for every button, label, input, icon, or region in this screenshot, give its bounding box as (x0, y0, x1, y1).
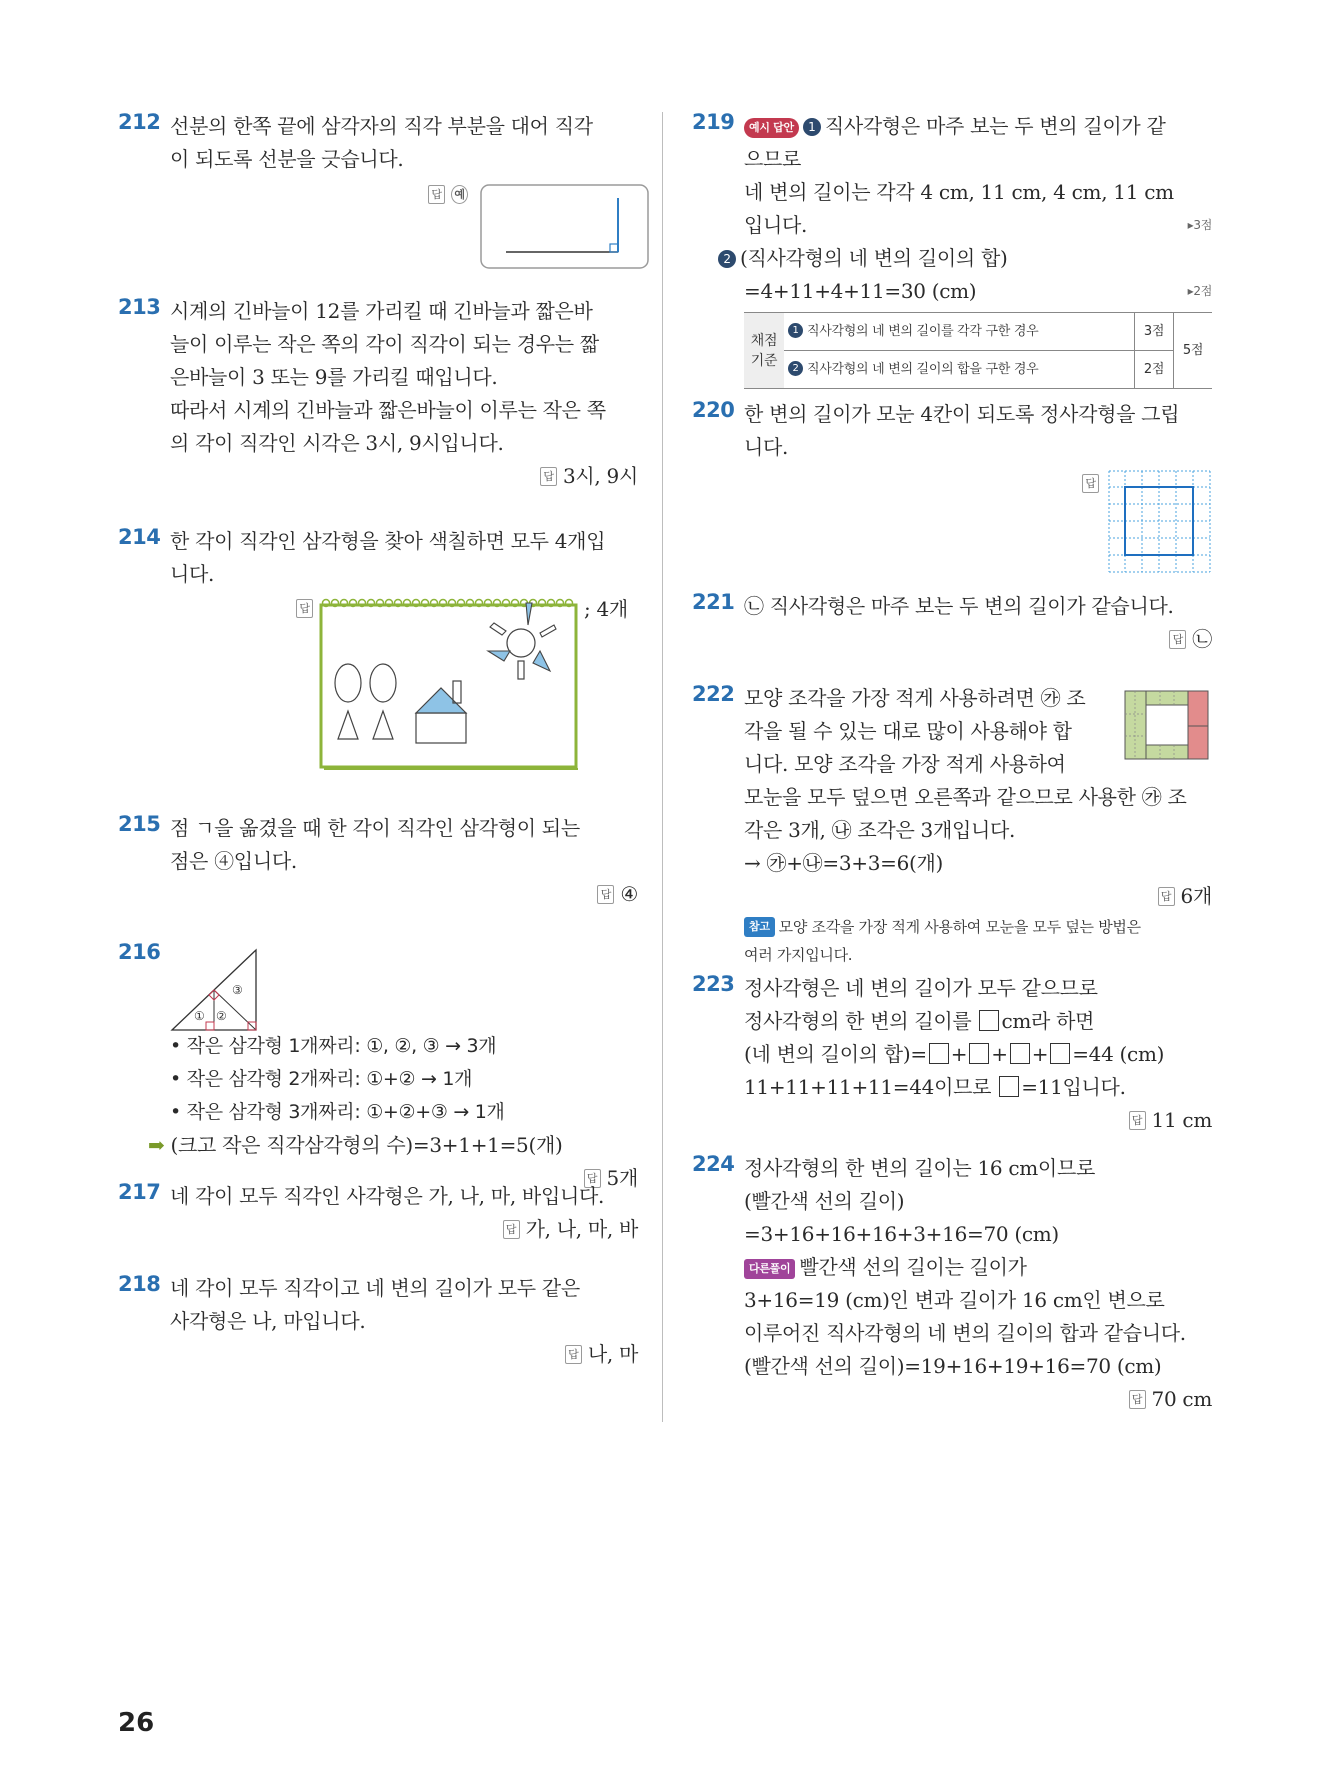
line: ㉡ 직사각형은 마주 보는 두 변의 길이가 같습니다. (744, 594, 1174, 618)
line: 모양 조각을 가장 적게 사용하려면 ㉮ 조 (744, 686, 1086, 710)
answer-badge: 답 (1129, 1111, 1146, 1130)
grading-points-1: 3점 (1135, 313, 1174, 351)
answer-row (744, 880, 1212, 913)
answer-badge: 답 (1082, 474, 1099, 493)
step-2-icon: 2 (718, 250, 736, 268)
answer-badge: 답 (503, 1220, 520, 1239)
answer: 11 cm (1151, 1108, 1212, 1132)
line: 으므로 (744, 147, 802, 171)
answer: 가, 나, 마, 바 (525, 1217, 638, 1241)
problem-number: 217 (118, 1180, 161, 1204)
problem-220 (692, 398, 1212, 574)
problem-214 (118, 525, 638, 771)
answer: ; 4개 (584, 597, 628, 621)
triangle-figure (170, 940, 638, 1030)
line-text: 입니다. (744, 213, 808, 237)
line: =3+16+16+16+3+16=70 (cm) (744, 1222, 1059, 1246)
line: (네 변의 길이의 합)= + + + =44 (cm) (744, 1042, 1165, 1066)
answer-row (744, 623, 1212, 656)
step-1-icon: 1 (803, 118, 821, 136)
line: 점은 ④입니다. (170, 849, 297, 873)
line: 니다. (744, 435, 789, 459)
line: 점 ㄱ을 옮겼을 때 한 각이 직각인 삼각형이 되는 (170, 816, 580, 840)
grading-row-1: 1 직사각형의 네 변의 길이를 각각 구한 경우 (784, 313, 1135, 351)
blank-box (1010, 1043, 1030, 1064)
line: 니다. (170, 562, 215, 586)
problem-221 (692, 590, 1212, 656)
grading-row-2: 2 직사각형의 네 변의 길이의 합을 구한 경우 (784, 351, 1135, 389)
answer-badge: 답 (540, 467, 557, 486)
line: 네 각이 모두 직각인 사각형은 가, 나, 마, 바입니다. (170, 1184, 605, 1208)
blank-box (969, 1043, 989, 1064)
answer: 70 cm (1151, 1387, 1212, 1411)
tiling-drawing (1124, 690, 1210, 762)
problem-number: 222 (692, 682, 735, 706)
line: 11+11+11+11=44이므로 =11입니다. (744, 1075, 1126, 1099)
alternative-solution-tag: 다른풀이 (744, 1259, 795, 1279)
answer: 나, 마 (587, 1342, 638, 1366)
answer-badge: 답 (1169, 630, 1186, 649)
line: → ㉮+㉯=3+3=6(개) (744, 851, 944, 875)
problem-213 (118, 295, 638, 493)
line: 정사각형의 한 변의 길이는 16 cm이므로 (744, 1156, 1095, 1180)
line: 따라서 시계의 긴바늘과 짧은바늘이 이루는 작은 쪽 (170, 398, 606, 422)
line-text: (직사각형의 네 변의 길이의 합) (740, 246, 1008, 270)
problem-216 (118, 940, 638, 1195)
problem-number: 215 (118, 812, 161, 836)
column-divider (662, 112, 663, 1422)
problem-number: 214 (118, 525, 161, 549)
answer-badge: 답 (428, 185, 445, 204)
answer-badge: 답 (565, 1345, 582, 1364)
tri-label-1: ① (194, 1009, 205, 1023)
line: 3+16=19 (cm)인 변과 길이가 16 cm인 변으로 (744, 1288, 1165, 1312)
problem-number: 224 (692, 1152, 735, 1176)
problem-215 (118, 812, 638, 911)
line: 각은 3개, ㉯ 조각은 3개입니다. (744, 818, 1016, 842)
answer-badge: 답 (296, 599, 313, 618)
line: • 작은 삼각형 3개짜리: ①+②+③ → 1개 (170, 1101, 505, 1123)
answer-row (170, 878, 638, 911)
problem-number: 213 (118, 295, 161, 319)
reference-tag: 참고 (744, 917, 775, 937)
grading-header: 채점 기준 (744, 313, 784, 389)
answer-badge: 답 (1129, 1390, 1146, 1409)
tri-label-2: ② (216, 1009, 227, 1023)
line: 네 각이 모두 직각이고 네 변의 길이가 모두 같은 (170, 1276, 580, 1300)
line-text: 직사각형은 마주 보는 두 변의 길이가 같 (824, 114, 1166, 138)
answer-row (170, 176, 638, 266)
line: • 작은 삼각형 1개짜리: ①, ②, ③ → 3개 (170, 1035, 497, 1057)
grid-square-drawing (1108, 470, 1212, 574)
answer-badge: 답 (584, 1169, 601, 1188)
problem-number: 219 (692, 110, 735, 134)
answer: 3시, 9시 (562, 464, 638, 488)
note-text: 모양 조각을 가장 적게 사용하여 모눈을 모두 덮는 방법은 (778, 918, 1141, 936)
blank-box (999, 1076, 1019, 1097)
blank-box (979, 1010, 999, 1031)
grading-points-2: 2점 (1135, 351, 1174, 389)
problem-number: 221 (692, 590, 735, 614)
example-badge: 예 (451, 185, 468, 204)
line: 각을 될 수 있는 대로 많이 사용해야 합 (744, 719, 1072, 743)
answer-row (170, 1213, 638, 1246)
blank-box (1050, 1043, 1070, 1064)
line: 모눈을 모두 덮으면 오른쪽과 같으므로 사용한 ㉮ 조 (744, 785, 1187, 809)
answer-row (170, 460, 638, 493)
answer-row (170, 591, 638, 771)
answer-badge: 답 (1158, 887, 1175, 906)
line (718, 242, 1212, 275)
line: • 작은 삼각형 2개짜리: ①+② → 1개 (170, 1068, 473, 1090)
line: 한 변의 길이가 모눈 4칸이 되도록 정사각형을 그립 (744, 402, 1180, 426)
line: 시계의 긴바늘이 12를 가리킬 때 긴바늘과 짧은바 (170, 299, 593, 323)
line: 선분의 한쪽 끝에 삼각자의 직각 부분을 대어 직각 (170, 114, 593, 138)
answer: 6개 (1180, 884, 1212, 908)
line: (빨간색 선의 길이)=19+16+19+16=70 (cm) (744, 1354, 1162, 1378)
answer-row (744, 1383, 1212, 1416)
problem-223 (692, 972, 1212, 1137)
sketchbook-drawing (318, 593, 580, 773)
arrow-icon: ➡ (148, 1133, 165, 1157)
blank-box (929, 1043, 949, 1064)
problem-212 (118, 110, 638, 266)
line: 늘이 이루는 작은 쪽의 각이 직각이 되는 경우는 짧 (170, 332, 599, 356)
line: (빨간색 선의 길이) (744, 1189, 905, 1213)
problem-number: 223 (692, 972, 735, 996)
line (744, 110, 1212, 143)
answer: ㉡ (1192, 627, 1212, 651)
line: 사각형은 나, 마입니다. (170, 1309, 366, 1333)
reference-note (744, 913, 1212, 969)
right-triangle-drawing (170, 948, 260, 1034)
problem-number: 218 (118, 1272, 161, 1296)
problem-number: 212 (118, 110, 161, 134)
line: 네 변의 길이는 각각 4 cm, 11 cm, 4 cm, 11 cm (744, 180, 1174, 204)
answer-row (170, 1338, 638, 1371)
problem-218 (118, 1272, 638, 1371)
line: 정사각형의 한 변의 길이를 cm라 하면 (744, 1009, 1095, 1033)
answer-badge: 답 (597, 885, 614, 904)
points-note: ▸2점 (1187, 284, 1212, 298)
problem-222 (692, 682, 1212, 969)
example-answer-tag: 예시 답안 (744, 118, 799, 138)
points-note: ▸3점 (1187, 218, 1212, 232)
answer: 5개 (606, 1166, 638, 1190)
conclusion-line (148, 1129, 638, 1162)
line (744, 275, 1212, 308)
line: 니다. 모양 조각을 가장 적게 사용하여 (744, 752, 1066, 776)
line-text: 빨간색 선의 길이는 길이가 (799, 1255, 1027, 1279)
line: 이루어진 직사각형의 네 변의 길이의 합과 같습니다. (744, 1321, 1186, 1345)
line: 의 각이 직각인 시각은 3시, 9시입니다. (170, 431, 504, 455)
right-angle-drawing (480, 184, 650, 270)
line: 한 각이 직각인 삼각형을 찾아 색칠하면 모두 4개입 (170, 529, 606, 553)
problem-217 (118, 1180, 638, 1246)
problem-number: 216 (118, 940, 161, 964)
note-text: 여러 가지입니다. (744, 946, 853, 964)
line: 정사각형은 네 변의 길이가 모두 같으므로 (744, 976, 1098, 1000)
problem-number: 220 (692, 398, 735, 422)
conclusion: (크고 작은 직각삼각형의 수)=3+1+1=5(개) (170, 1133, 563, 1157)
problem-224 (692, 1152, 1212, 1416)
answer: ④ (620, 882, 638, 906)
grading-table (744, 312, 1212, 389)
answer-row (744, 464, 1212, 574)
line (744, 1251, 1212, 1284)
line: 은바늘이 3 또는 9를 가리킬 때입니다. (170, 365, 498, 389)
page-number: 26 (118, 1708, 155, 1738)
line (744, 209, 1212, 242)
grading-total: 5점 (1174, 313, 1213, 389)
line: 이 되도록 선분을 긋습니다. (170, 147, 404, 171)
answer-row (744, 1104, 1212, 1137)
problem-219 (692, 110, 1212, 389)
line-text: =4+11+4+11=30 (cm) (744, 279, 977, 303)
tri-label-3: ③ (232, 983, 243, 997)
